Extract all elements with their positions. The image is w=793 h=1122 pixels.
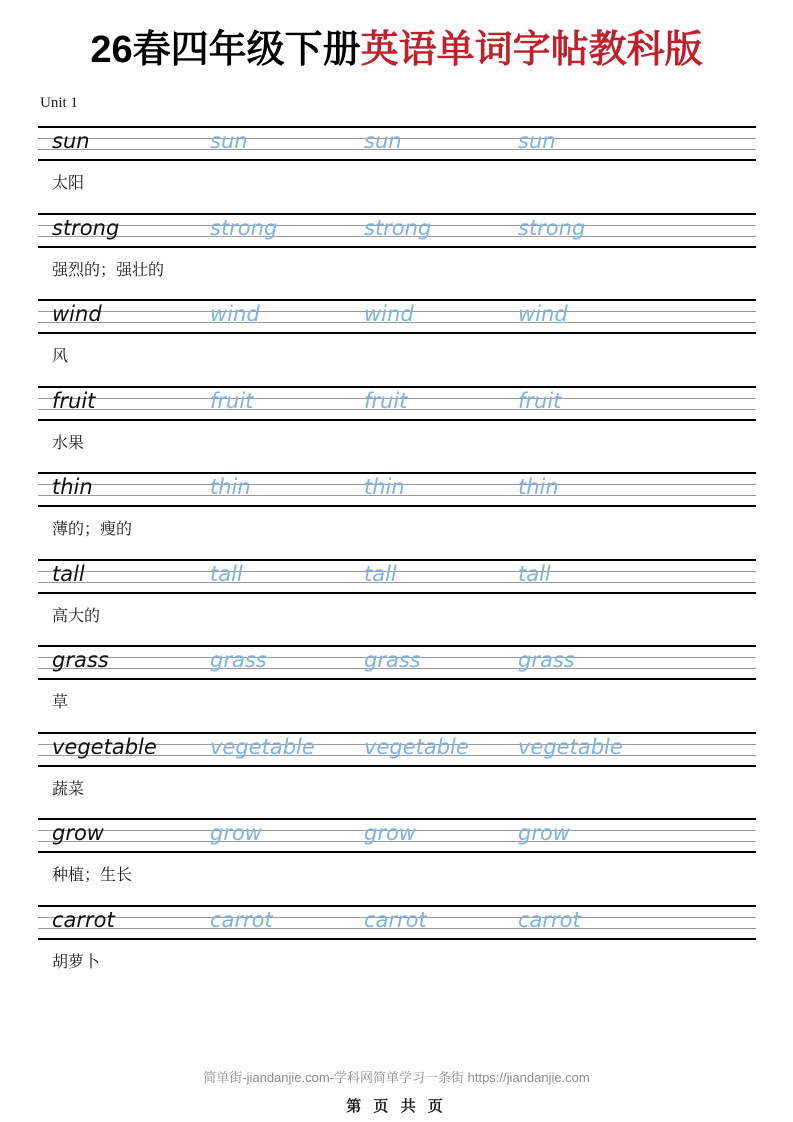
word-trace: vegetable — [364, 734, 469, 759]
word-trace: thin — [518, 475, 559, 499]
word-group — [38, 213, 756, 300]
word-meaning: 薄的；瘦的 — [52, 521, 133, 538]
word-trace: grass — [364, 648, 421, 672]
word-group — [38, 645, 756, 732]
word-meaning: 高大的 — [52, 607, 101, 625]
word-trace: carrot — [364, 907, 427, 932]
word-trace: tall — [210, 561, 243, 586]
word-model: grass — [52, 648, 109, 672]
word-row — [38, 213, 756, 248]
word-trace: thin — [210, 475, 251, 499]
word-group — [38, 559, 756, 646]
word-trace: grass — [518, 648, 575, 672]
footer-page-number: 第 页 共 页 — [346, 1098, 447, 1115]
word-trace: tall — [518, 561, 551, 586]
word-model: tall — [52, 561, 85, 586]
word-meaning: 胡萝卜 — [52, 953, 101, 971]
word-model: grow — [52, 821, 104, 845]
word-model: thin — [52, 475, 93, 499]
word-meaning: 风 — [52, 348, 69, 365]
word-trace: wind — [518, 302, 568, 326]
word-trace: thin — [364, 475, 405, 499]
word-row — [38, 905, 756, 940]
word-model: fruit — [52, 388, 96, 413]
word-trace: fruit — [210, 388, 254, 413]
word-trace: grow — [364, 821, 416, 845]
word-trace: grow — [210, 821, 262, 845]
word-trace: vegetable — [210, 734, 315, 759]
word-meaning: 草 — [52, 694, 69, 711]
page-title-red: 英语单词字帖教科版 — [360, 29, 703, 71]
word-trace: carrot — [518, 907, 581, 932]
word-practice-sheet — [38, 126, 756, 991]
word-trace: strong — [518, 215, 586, 240]
word-model: strong — [52, 215, 120, 240]
word-group — [38, 299, 756, 386]
word-trace: vegetable — [518, 734, 623, 759]
word-group — [38, 386, 756, 473]
word-row — [38, 732, 756, 767]
word-meaning: 种植；生长 — [52, 867, 133, 884]
word-trace: grass — [210, 648, 267, 672]
word-model: carrot — [52, 907, 115, 932]
word-group — [38, 905, 756, 992]
word-row — [38, 559, 756, 594]
word-meaning: 太阳 — [52, 175, 85, 192]
word-trace: fruit — [364, 388, 408, 413]
word-meaning: 蔬菜 — [52, 780, 85, 798]
word-group — [38, 126, 756, 213]
word-trace: fruit — [518, 388, 562, 413]
word-model: vegetable — [52, 734, 157, 759]
unit-label: Unit 1 — [40, 95, 78, 111]
word-row — [38, 472, 756, 507]
word-row — [38, 818, 756, 853]
page-title — [0, 26, 793, 74]
word-row — [38, 126, 756, 161]
word-group — [38, 732, 756, 819]
word-trace: carrot — [210, 907, 273, 932]
word-trace: grow — [518, 821, 570, 845]
word-meaning: 强烈的；强壮的 — [52, 261, 165, 279]
word-trace: sun — [364, 129, 402, 153]
word-row — [38, 299, 756, 334]
word-group — [38, 818, 756, 905]
word-row — [38, 645, 756, 680]
footer-site-credit: 简单街-jiandanjie.com-学科网简单学习一条街 https://jiandanjie.com — [203, 1070, 590, 1085]
word-model: sun — [52, 129, 90, 153]
word-group — [38, 472, 756, 559]
word-row — [38, 386, 756, 421]
word-trace: wind — [364, 302, 414, 326]
word-trace: sun — [518, 129, 556, 153]
word-trace: tall — [364, 561, 397, 586]
word-trace: strong — [210, 215, 278, 240]
word-trace: strong — [364, 215, 432, 240]
word-trace: wind — [210, 302, 260, 326]
page-title-black: 26春四年级下册 — [90, 29, 361, 71]
word-trace: sun — [210, 129, 248, 153]
word-model: wind — [52, 302, 102, 326]
word-meaning: 水果 — [52, 434, 85, 452]
